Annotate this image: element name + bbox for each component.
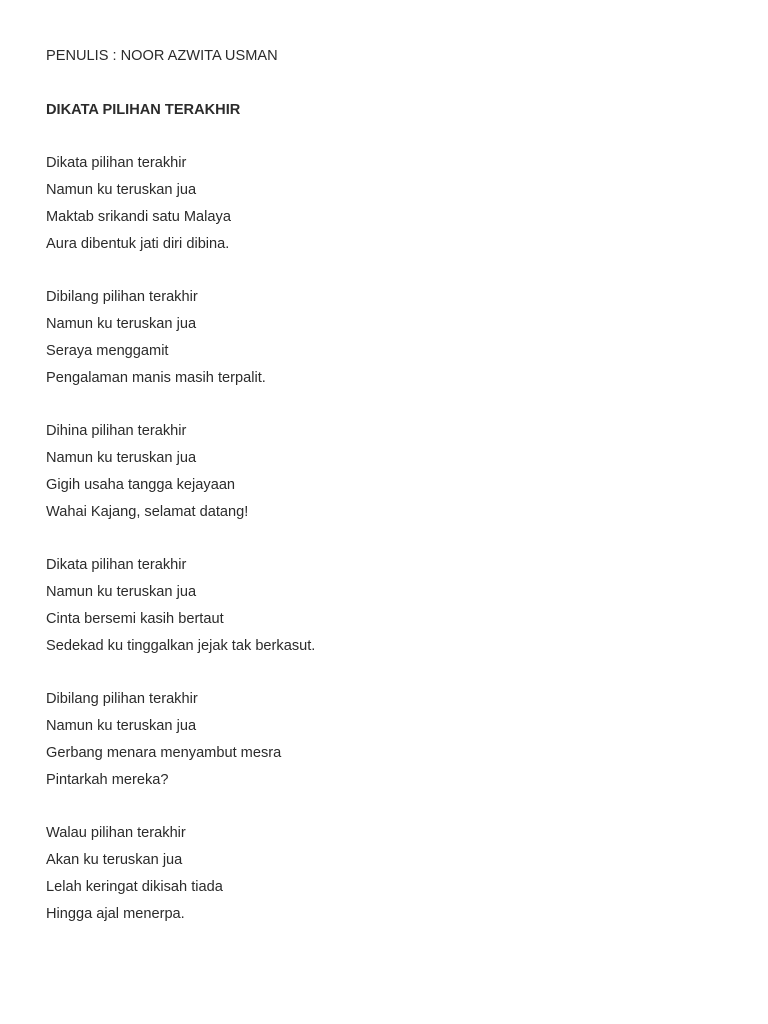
poem-line: Walau pilihan terakhir [46, 825, 186, 842]
stanza-2 [46, 284, 726, 391]
poem-line: Sedekad ku tinggalkan jejak tak berkasut. [46, 637, 316, 654]
spacer [46, 257, 726, 284]
poem-line: Cinta bersemi kasih bertaut [46, 610, 224, 627]
poem-line: Namun ku teruskan jua [46, 315, 197, 332]
stanza-1 [46, 150, 726, 257]
spacer [46, 123, 726, 150]
poem-line: Seraya menggamit [46, 342, 169, 359]
stanza-4 [46, 552, 726, 659]
poem-line: Namun ku teruskan jua [46, 449, 197, 466]
poem-line: Dihina pilihan terakhir [46, 423, 187, 440]
author-line: PENULIS : NOOR AZWITA USMAN [46, 48, 278, 64]
poem-line: Maktab srikandi satu Malaya [46, 208, 231, 225]
poem-line: Pintarkah mereka? [46, 771, 169, 788]
spacer [46, 391, 726, 418]
poem-line: Namun ku teruskan jua [46, 181, 197, 198]
poem-line: Dibilang pilihan terakhir [46, 691, 198, 708]
poem-line: Dikata pilihan terakhir [46, 155, 187, 172]
poem-line: Pengalaman manis masih terpalit. [46, 369, 266, 386]
poem-line: Hingga ajal menerpa. [46, 905, 185, 922]
spacer [46, 70, 726, 97]
poem-line: Akan ku teruskan jua [46, 851, 183, 868]
poem-line: Aura dibentuk jati diri dibina. [46, 235, 230, 252]
stanza-5 [46, 686, 726, 793]
poem-title: DIKATA PILIHAN TERAKHIR [46, 101, 241, 118]
poem-line: Gerbang menara menyambut mesra [46, 744, 282, 761]
stanza-3 [46, 418, 726, 525]
poem-line: Wahai Kajang, selamat datang! [46, 503, 249, 520]
poem-line: Namun ku teruskan jua [46, 717, 197, 734]
poem-line: Namun ku teruskan jua [46, 583, 197, 600]
poem-line: Gigih usaha tangga kejayaan [46, 476, 236, 493]
spacer [46, 793, 726, 820]
stanza-6 [46, 820, 726, 927]
poem-line: Lelah keringat dikisah tiada [46, 878, 223, 895]
spacer [46, 525, 726, 552]
spacer [46, 659, 726, 686]
poem-text [46, 43, 726, 927]
poem-line: Dibilang pilihan terakhir [46, 289, 198, 306]
poem-line: Dikata pilihan terakhir [46, 557, 187, 574]
